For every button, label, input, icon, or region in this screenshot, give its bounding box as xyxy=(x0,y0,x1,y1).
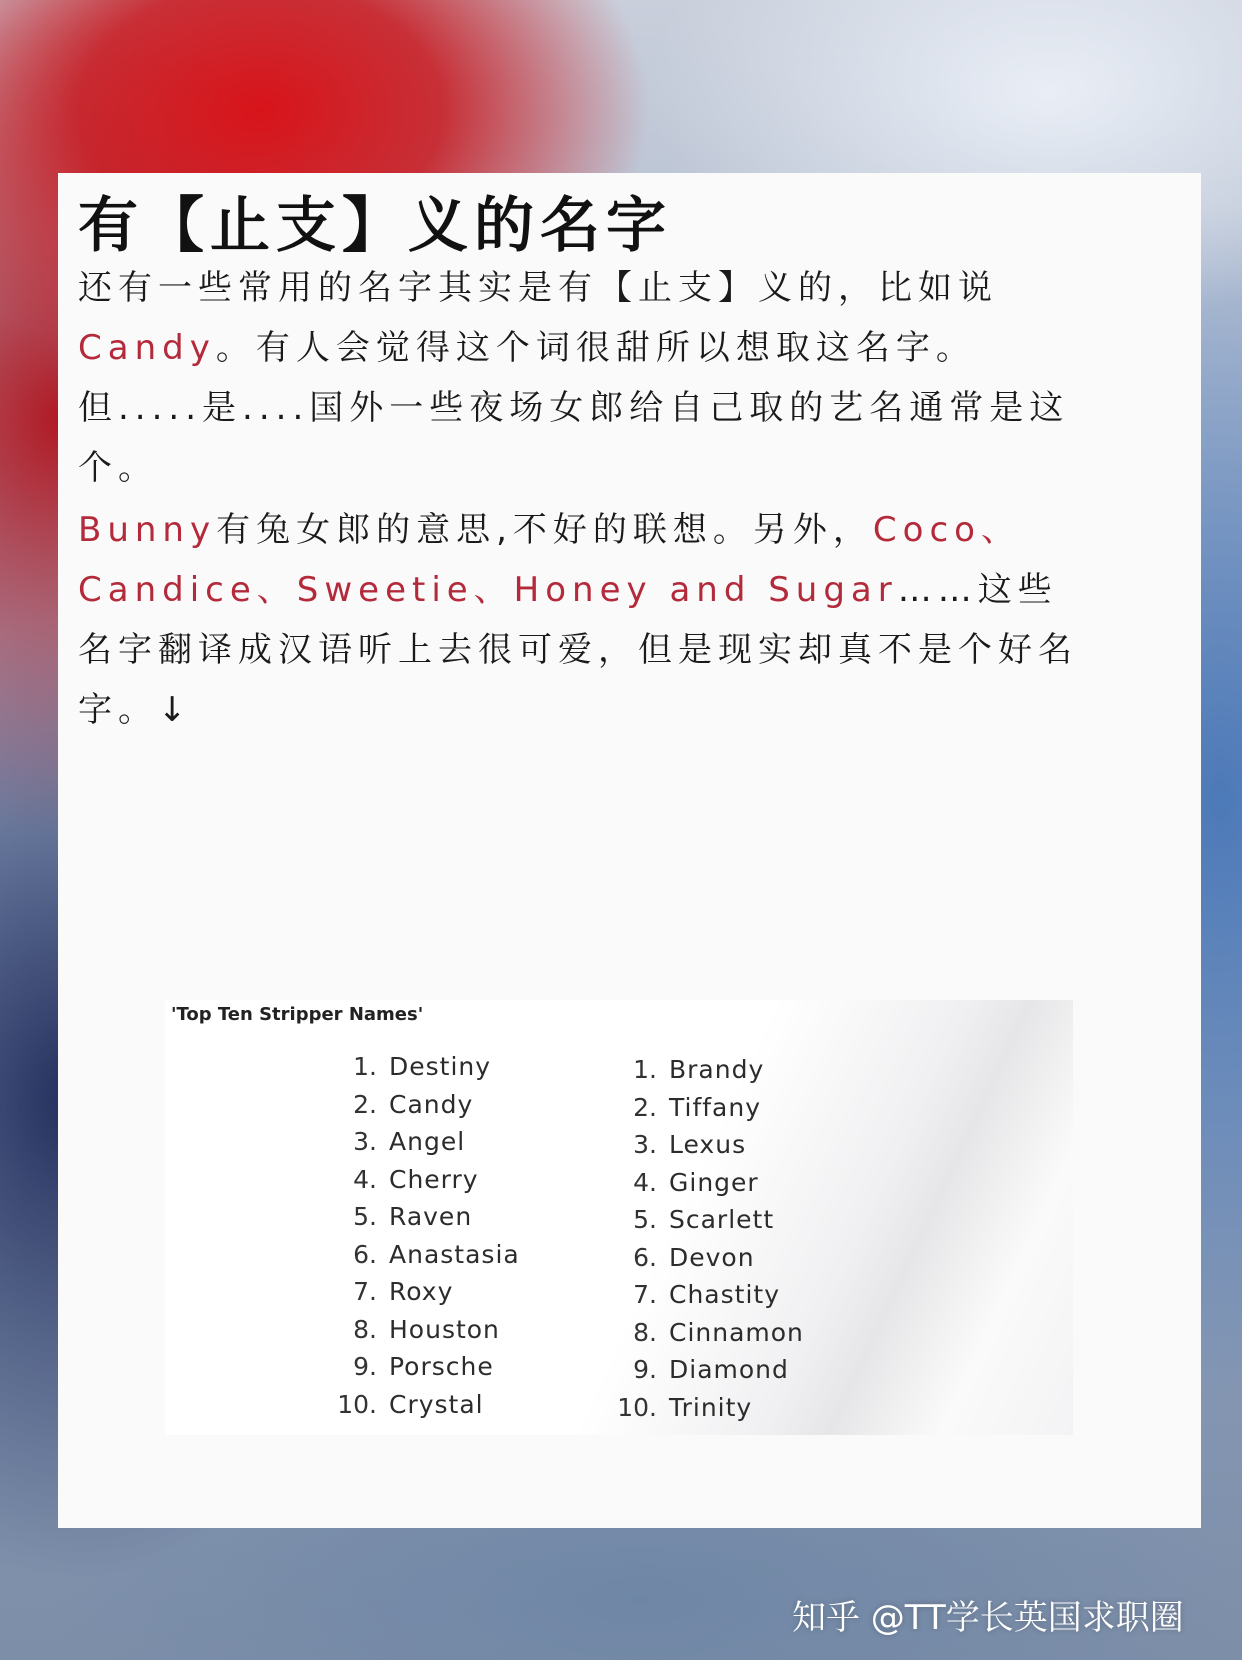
list-item: 6. Devon xyxy=(633,1242,755,1272)
paragraph-intro xyxy=(78,258,1078,498)
list-item: 2. Tiffany xyxy=(633,1092,762,1122)
list-item: 6. Anastasia xyxy=(353,1239,520,1269)
intro-text-b: 。有人会觉得这个词很甜所以想取这名字。但.....是....国外一些夜场女郎给自己取的艺名通常是这个。 xyxy=(78,328,1070,488)
list-item: 7. Roxy xyxy=(353,1277,454,1306)
page-title: 有【止支】义的名字 xyxy=(78,191,672,261)
zhihu-watermark: 知乎 @TT学长英国求职圈 xyxy=(792,1598,1184,1638)
list-item: 9. Diamond xyxy=(633,1355,789,1384)
list-item: 7. Chastity xyxy=(633,1280,780,1309)
paragraph-examples xyxy=(78,500,1078,740)
list-item: 4. Ginger xyxy=(633,1167,759,1197)
highlight-name-bunny: Bunny xyxy=(78,510,217,550)
list-item: 8. Houston xyxy=(353,1314,500,1344)
stripper-names-image xyxy=(165,1000,1073,1435)
list-item: 8. Cinnamon xyxy=(633,1317,804,1347)
list-item: 10. Trinity xyxy=(617,1392,753,1422)
list-item: 4. Cherry xyxy=(353,1164,479,1194)
highlight-name-candy: Candy xyxy=(78,328,216,368)
intro-text-a: 还有一些常用的名字其实是有【止支】义的，比如说 xyxy=(78,268,998,308)
highlight-names-list: Coco、Candice、Sweetie、Honey and Sugar xyxy=(78,510,1021,610)
list-item: 3. Lexus xyxy=(633,1130,747,1159)
examples-text-b: ……这些名字翻译成汉语听上去很可爱，但是现实却真不是个好名字。↓ xyxy=(78,570,1078,730)
list-item: 10. Crystal xyxy=(337,1389,484,1419)
list-item: 9. Porsche xyxy=(353,1352,494,1381)
list-item: 1. Destiny xyxy=(353,1052,492,1081)
list-item: 2. Candy xyxy=(353,1089,474,1119)
names-column-left xyxy=(325,1052,520,1427)
list-item: 1. Brandy xyxy=(633,1055,765,1084)
list-item: 5. Scarlett xyxy=(633,1205,775,1234)
names-list-title: 'Top Ten Stripper Names' xyxy=(171,1004,424,1025)
list-item: 5. Raven xyxy=(353,1202,473,1231)
examples-text-a: 有兔女郎的意思,不好的联想。另外， xyxy=(216,510,873,550)
list-item: 3. Angel xyxy=(353,1127,466,1156)
names-column-right xyxy=(605,1055,804,1430)
